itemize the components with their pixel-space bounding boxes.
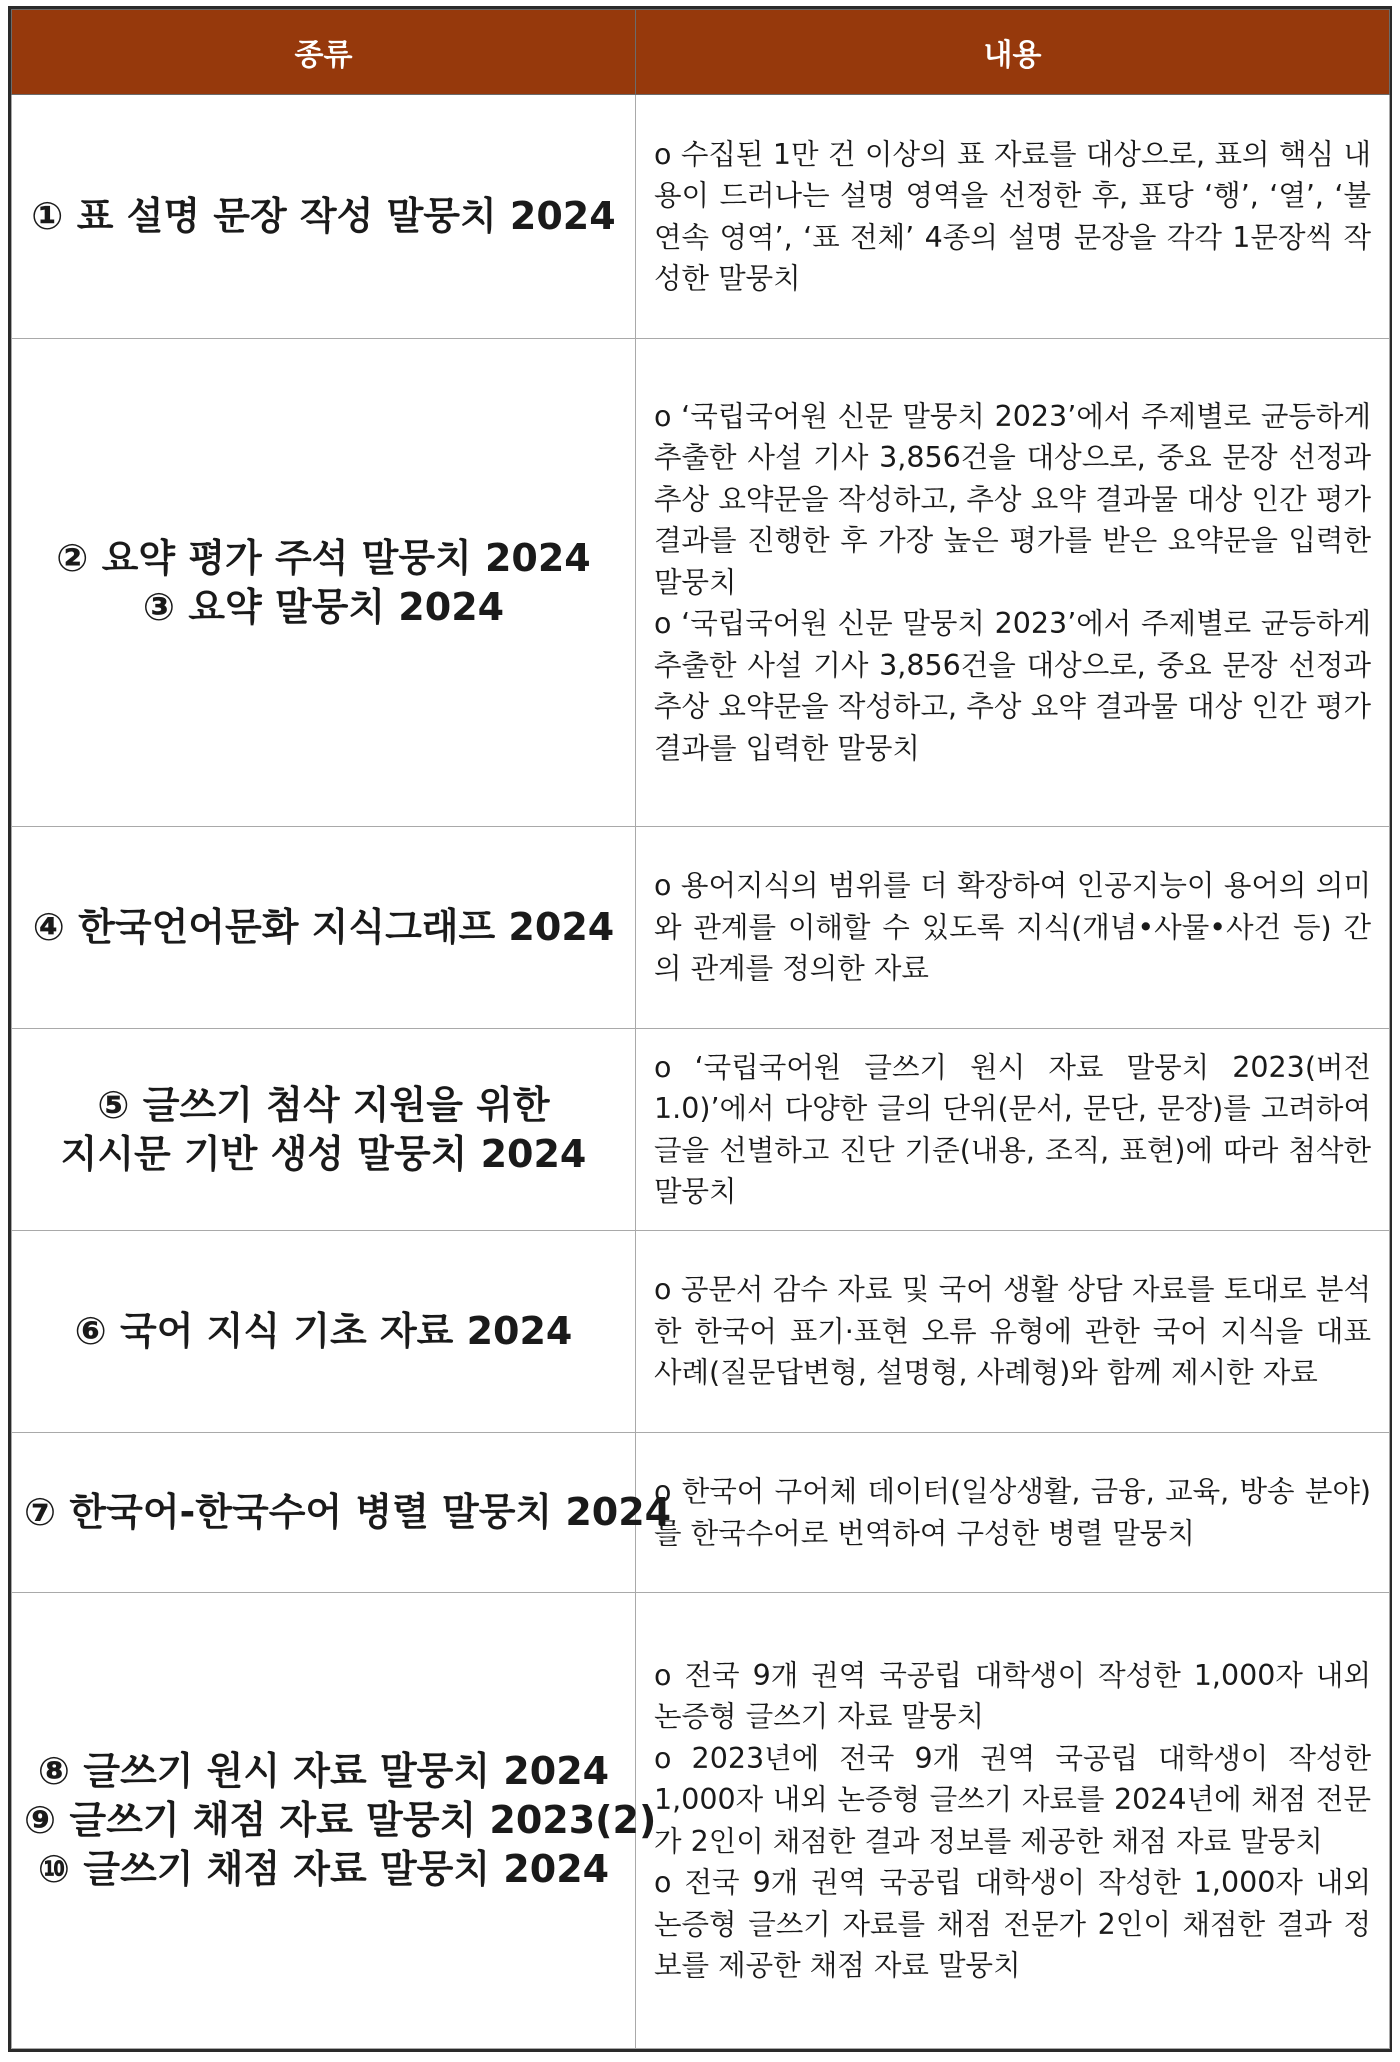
kind-cell <box>12 1231 636 1433</box>
table-row <box>12 339 1390 827</box>
kind-label: ⑨ 글쓰기 채점 자료 말뭉치 2023(2) <box>24 1798 657 1842</box>
kind-label: ③ 요약 말뭉치 2024 <box>142 584 505 629</box>
kind-label: ⑩ 글쓰기 채점 자료 말뭉치 2024 <box>37 1847 610 1891</box>
content-text: o 2023년에 전국 9개 권역 국공립 대학생이 작성한 1,000자 내외 논증형 글쓰기 자료를 2024년에 채점 전문가 2인이 채점한 결과 정보를 제공한 채점 자료 말뭉치 <box>654 1741 1371 1858</box>
corpus-table <box>11 9 1390 2049</box>
kind-label: ② 요약 평가 주석 말뭉치 2024 <box>56 535 591 580</box>
kind-label: ① 표 설명 문장 작성 말뭉치 2024 <box>31 194 616 238</box>
content-text: o ‘국립국어원 신문 말뭉치 2023’에서 주제별로 균등하게 추출한 사설 기사 3,856건을 대상으로, 중요 문장 선정과 추상 요약문을 작성하고, 추상 요약 결과물 대상 인간 평가 결과를 진행한 후 가장 높은 평가를 받은 요약문을 입력한 말뭉치 <box>654 399 1371 599</box>
kind-cell <box>12 1029 636 1231</box>
content-cell <box>636 1029 1390 1231</box>
table-row <box>12 1231 1390 1433</box>
kind-cell <box>12 827 636 1029</box>
kind-label: ⑥ 국어 지식 기초 자료 2024 <box>74 1309 573 1353</box>
content-cell <box>636 827 1390 1029</box>
kind-cell <box>12 1433 672 1593</box>
content-cell <box>636 95 1390 339</box>
content-cell <box>636 339 1390 827</box>
content-cell <box>636 1433 1390 1593</box>
kind-cell <box>12 1593 657 2049</box>
table-row <box>12 1029 1390 1231</box>
content-text: o 수집된 1만 건 이상의 표 자료를 대상으로, 표의 핵심 내용이 드러나는 설명 영역을 선정한 후, 표당 ‘행’, ‘열’, ‘불연속 영역’, ‘표 전체’ 4종의 설명 문장을 각각 1문장씩 작성한 말뭉치 <box>654 137 1371 295</box>
table-row <box>12 827 1390 1029</box>
content-text: o 전국 9개 권역 국공립 대학생이 작성한 1,000자 내외 논증형 글쓰기 자료를 채점 전문가 2인이 채점한 결과 정보를 제공한 채점 자료 말뭉치 <box>654 1866 1371 1982</box>
kind-label: ⑦ 한국어-한국수어 병렬 말뭉치 2024 <box>24 1490 672 1534</box>
kind-label: 지시문 기반 생성 말뭉치 2024 <box>60 1131 587 1176</box>
content-text: o 전국 9개 권역 국공립 대학생이 작성한 1,000자 내외 논증형 글쓰기 자료 말뭉치 <box>654 1658 1371 1733</box>
kind-label: ④ 한국언어문화 지식그래프 2024 <box>32 905 615 949</box>
header-kind: 종류 <box>12 10 636 95</box>
table-header-row <box>12 10 1390 95</box>
table-row <box>12 1433 1390 1593</box>
content-cell <box>636 1593 1390 2049</box>
kind-label: ⑤ 글쓰기 첨삭 지원을 위한 <box>97 1082 550 1127</box>
content-text: o 용어지식의 범위를 더 확장하여 인공지능이 용어의 의미와 관계를 이해할 수 있도록 지식(개념•사물•사건 등) 간의 관계를 정의한 자료 <box>654 869 1371 986</box>
table-row <box>12 95 1390 339</box>
content-text: o 한국어 구어체 데이터(일상생활, 금융, 교육, 방송 분야)를 한국수어로 번역하여 구성한 병렬 말뭉치 <box>654 1475 1371 1550</box>
content-text: o ‘국립국어원 글쓰기 원시 자료 말뭉치 2023(버전 1.0)’에서 다양한 글의 단위(문서, 문단, 문장)를 고려하여 글을 선별하고 진단 기준(내용, 조직, 표현)에 따라 첨삭한 말뭉치 <box>654 1050 1371 1208</box>
content-cell <box>636 1231 1390 1433</box>
kind-cell <box>12 95 636 339</box>
kind-cell <box>12 339 636 827</box>
header-content: 내용 <box>636 10 1390 95</box>
content-text: o ‘국립국어원 신문 말뭉치 2023’에서 주제별로 균등하게 추출한 사설 기사 3,856건을 대상으로, 중요 문장 선정과 추상 요약문을 작성하고, 추상 요약 결과물 대상 인간 평가 결과를 입력한 말뭉치 <box>654 607 1371 765</box>
kind-label: ⑧ 글쓰기 원시 자료 말뭉치 2024 <box>37 1749 610 1793</box>
corpus-table-container <box>8 6 1392 2052</box>
content-text: o 공문서 감수 자료 및 국어 생활 상담 자료를 토대로 분석한 한국어 표기·표현 오류 유형에 관한 국어 지식을 대표 사례(질문답변형, 설명형, 사례형)와 함께 제시한 자료 <box>654 1273 1371 1390</box>
table-row <box>12 1593 1390 2049</box>
